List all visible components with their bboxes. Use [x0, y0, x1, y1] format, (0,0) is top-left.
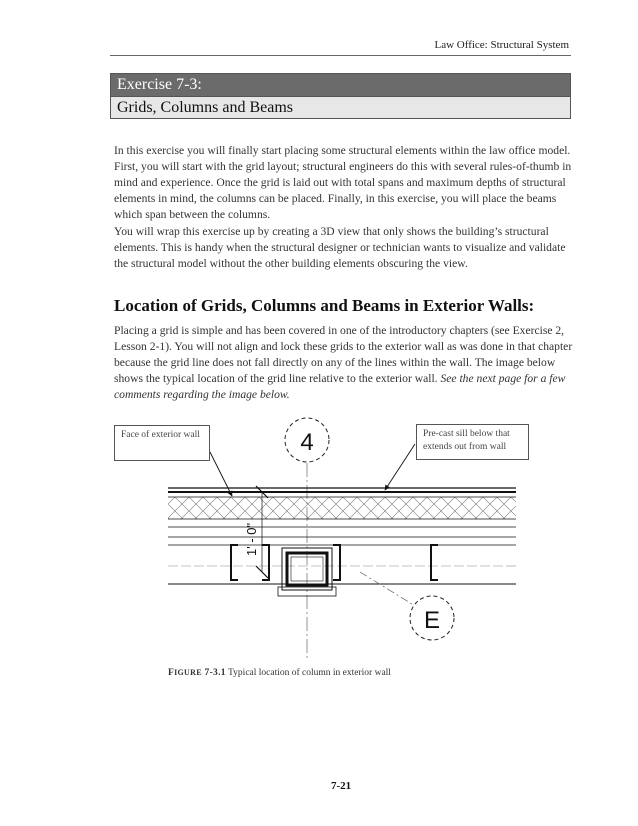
exercise-number: Exercise 7-3: — [111, 74, 570, 96]
exterior-wall — [168, 488, 516, 584]
beam-bracket-left — [231, 545, 269, 580]
caption-label: FIGURE 7-3.1 — [168, 668, 226, 678]
figure-caption — [168, 668, 391, 678]
dimension-1ft — [244, 486, 268, 578]
beam-bracket-right — [333, 545, 438, 580]
section-paragraph — [114, 323, 574, 403]
intro-paragraph-1: In this exercise you will finally start placing some structural elements within the law office model. First, you will start with the grid layout; structural engineers do this with several rules-of-thumb in mind and experience. Once the grid is laid out with total spans and maximum depths of structural elements in mind, the columns can be placed. Finally, in this exercise, you will place the beams which span between the columns. — [114, 144, 572, 221]
exercise-title: Grids, Columns and Beams — [111, 96, 570, 118]
intro-paragraph-2: You will wrap this exercise up by creating a 3D view that only shows the building’s structural elements. This is handy when the structural designer or technician wants to visualize and validate the structural model without the other building elements obscuring the view. — [114, 225, 566, 270]
caption-text: Typical location of column in exterior wall — [228, 668, 391, 678]
dimension-text: 1' - 0" — [244, 522, 259, 556]
page-number: 7-21 — [331, 780, 352, 792]
leader-left — [210, 452, 232, 496]
grid-line-diagonal — [360, 572, 412, 604]
leader-right — [385, 444, 415, 490]
section-heading: Location of Grids, Columns and Beams in Exterior Walls: — [114, 296, 535, 315]
section-body-text: Placing a grid is simple and has been covered in one of the introductory chapters (see Exercise 2, Lesson 2-1). You will not align and lock these grids to the exterior wall as was done in that chapter because the grid line does not fall directly on any of the lines within the wall. The image below shows the typical location of the grid line relative to the exterior wall. — [114, 324, 573, 385]
section-italic-note: See the next page for a few comments regarding the image below. — [114, 372, 566, 401]
callout-face-of-wall: Face of exterior wall — [114, 425, 210, 461]
grid-bubble-top — [285, 418, 329, 462]
steel-column — [278, 548, 336, 596]
grid-bubble-bottom — [410, 596, 454, 640]
exercise-title-box — [110, 73, 571, 119]
grid-label-e: E — [423, 607, 441, 634]
grid-label-4: 4 — [300, 429, 314, 456]
running-header: Law Office: Structural System — [434, 39, 569, 51]
header-rule — [110, 55, 571, 56]
callout-precast-sill: Pre-cast sill below that extends out from wall — [416, 424, 529, 460]
